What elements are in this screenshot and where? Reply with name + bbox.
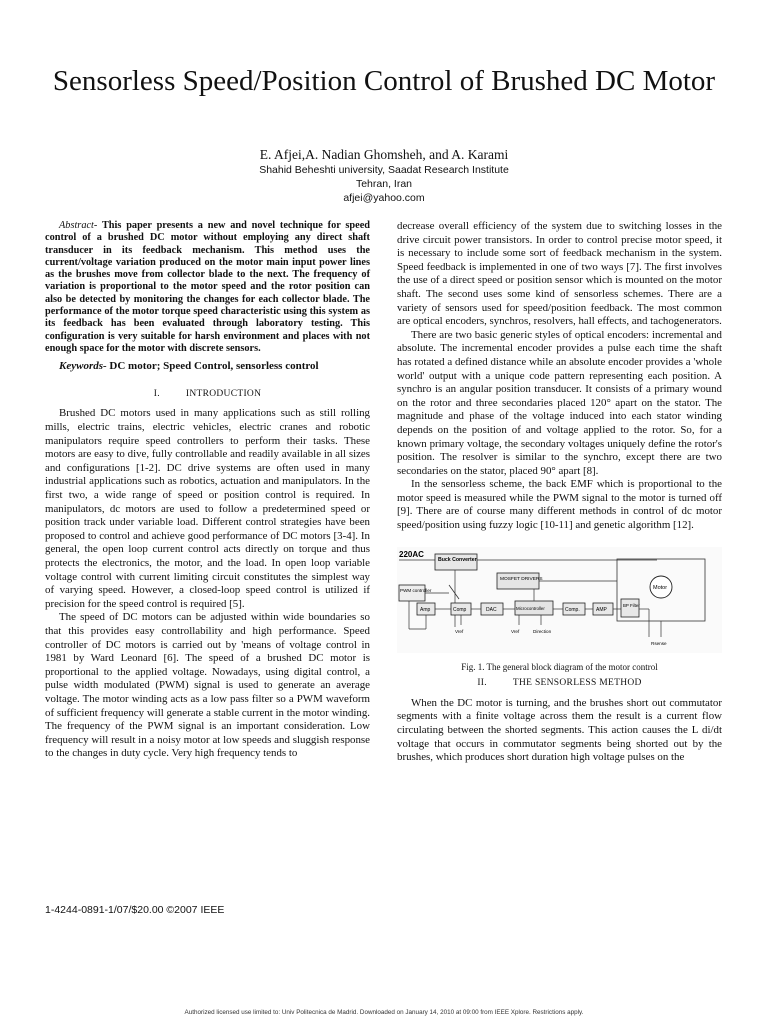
abstract-label: Abstract-: [59, 220, 98, 231]
supply-label: 220AC: [399, 549, 424, 559]
right-column: [397, 220, 722, 765]
left-column: [45, 220, 370, 761]
affiliation-location: Tehran, Iran: [355, 178, 413, 190]
motor-label: Motor: [653, 584, 668, 591]
amp-label-2: AMP: [596, 606, 607, 613]
keywords-text: DC motor; Speed Control, sensorless control: [106, 360, 319, 373]
motor-control-block-diagram: [397, 547, 722, 653]
license-notice: Authorized licensed use limited to: Univ Politecnica de Madrid. Downloaded on January 14, 2010 at 09:00 from IEEE Xplore. Restrictions apply.: [184, 1009, 584, 1016]
comp-label-2: Comp.: [565, 606, 580, 613]
intro-paragraph-2: The speed of DC motors can be adjusted within wide boundaries so that this provides easy controllability and high performance. Speed controller of DC motors is carried out by 'means of voltage control in 1981 by Ward Leonard [6]. The speed of a brushed DC motor is proportional to the applied voltage. Nowadays, using digital control, a pulse width modulated (PWM) signal is used to generate an average voltage. The motor winding acts as a low pass filter so a PWM waveform of sufficient frequency will generate a stable current in the motor winding. The frequency of the PWM signal is an important consideration. Low frequency will result in a noisy motor at low speeds and sluggish response to the changes in duty cycle. Very high frequency tends to: [45, 611, 370, 760]
section-title: INTRODUCTION: [185, 388, 262, 399]
amp-label-1: Amp: [420, 606, 431, 613]
author-list: E. Afjei,A. Nadian Ghomsheh, and A. Karami: [259, 147, 509, 162]
abstract: [45, 220, 370, 355]
affiliation-institution: Shahid Beheshti university, Saadat Research Institute: [259, 164, 509, 176]
abstract-text: This paper presents a new and novel technique for speed control of a brushed DC motor without employing any direct shaft transducer in its feedback mechanism. This method uses the current/voltage variation produced on the motor main input power lines as the brushes move from collector blade to the next. The frequency of variation is proportional to the motor speed and the rotor position can also be detected by monitoring the changes for each collector blade. The performance of the motor torque speed characteristic using this system as its feedback has been evaluated through laboratory testing. This configuration is very suitable for harsh environment and places with not enough space for the motor with discrete sensors.: [45, 220, 370, 354]
section-heading-sensorless-method: [397, 677, 722, 691]
affiliation-email[interactable]: afjei@yahoo.com: [343, 192, 425, 204]
pwm-controller-label: PWM controller: [400, 587, 432, 593]
bp-filter-label: BP Filter: [623, 602, 640, 608]
vref-label-1: Vref: [455, 628, 464, 634]
keywords: [45, 360, 370, 374]
direction-label: Direction: [533, 628, 552, 634]
right-paragraph-1: decrease overall efficiency of the system due to switching losses in the drive circuit power transistors. In order to control precise motor speed, it is necessary to include some sort of feedback mechanism in the system. Speed feedback is implemented in one of two ways [7]. The first involves the use of a direct speed or position sensor which is mounted on the motor shaft. The second uses some kind of sensorless schemes. There are a variety of sensors used for speed/position feedback. The most common are optical encoders, synchros, resolvers, hall effects, and tachogenerators.: [397, 220, 722, 328]
comp-label-1: Comp: [453, 606, 467, 613]
right-paragraph-3: In the sensorless scheme, the back EMF which is proportional to the motor speed is measured while the PWM signal to the motor is turned off [9]. There are of course many different methods in control of dc motor speed/position using fuzzy logic [10-11] and genetic algorithm [12].: [397, 478, 722, 532]
vref-label-2: Vref: [511, 628, 520, 634]
section-number: II.: [477, 678, 487, 689]
dac-label: DAC: [486, 606, 497, 613]
keywords-label: Keywords-: [59, 360, 107, 373]
section-heading-introduction: [45, 388, 370, 402]
section-title: THE SENSORLESS METHOD: [512, 678, 642, 689]
microcontroller-label: Microcontroller: [516, 605, 545, 611]
bp-filter-block: [621, 599, 639, 617]
section-number: I.: [153, 388, 160, 399]
buck-converter-label: Buck Converter: [438, 556, 477, 563]
right-paragraph-2: There are two basic generic styles of optical encoders: incremental and absolute. The incremental encoder provides a pulse each time the shaft has rotated a defined distance while an absolute encoder provides a 'whole world' output with a unique code pattern representing each position. A synchro is an angular position transducer. It consists of a primary wound on the rotor and three secondaries placed 120° apart on the stator. The magnitude and phase of the voltage induced into each stator winding depends on the position of and voltage applied to the rotor. So, for a known primary voltage, the secondary voltages uniquely define the rotor's position. The resolver is similar to the synchro, except there are two secondaries on the stator, placed 90° apart [8].: [397, 328, 722, 477]
sensorless-paragraph: When the DC motor is turning, and the brushes short out commutator segments with a finite voltage across them the result is a current flow circulating between the shorted segments. This action causes the L di/dt voltage that occurs in commutator segments being shorted out by the brushes, which produces short duration high voltage pulses on the: [397, 696, 722, 764]
intro-paragraph-1: Brushed DC motors used in many applications such as still rolling mills, electric trains, electric vehicles, electric cranes and robotic manipulators require speed controllers to perform their tasks. These motors are easy to dive, fully controllable and readily available in all sizes and configurations [1-2]. DC drive systems are often used in many industrial applications such as robotics, actuation and manipulators. In the first two, a wide range of speed or position control is required. In manipulators, dc motors are used to follow a predetermined speed or position track under variable load. Different control strategies have been proposed to control and achieve good performance of DC motors [3-4]. In general, the open loop current control acts directly on torque and thus protects the electronics, the motor, and the load. In open loop variable voltage control with current limiting circuit constitutes the simplest way of varying speed. However, a closed-loop speed control is utilized if precision for the speed control is required [5].: [45, 407, 370, 610]
mosfet-drivers-label: MOSFET DRIVERS: [500, 576, 543, 582]
copyright-notice: 1-4244-0891-1/07/$20.00 ©2007 IEEE: [45, 904, 225, 916]
figure-caption: Fig. 1. The general block diagram of the motor control: [461, 662, 658, 673]
rsense-label: Rsense: [651, 640, 667, 646]
paper-title: Sensorless Speed/Position Control of Brushed DC Motor: [52, 65, 716, 97]
